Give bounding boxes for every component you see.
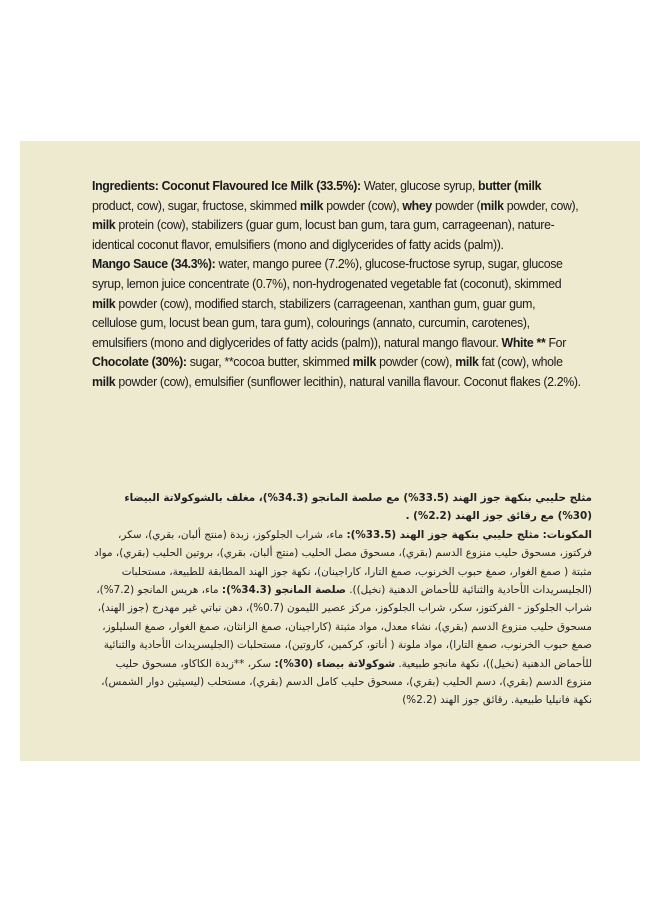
mango-sauce-text: powder (cow), modified starch, stabilizers (carrageenan, xanthan gum, guar gum, cellulose gum, locust bean gum, tara gum), colourings (annato, curcumin, carotenes), emulsifiers (mono and diglycerides of fatty acids (palm)), natural mango flavour. bbox=[92, 296, 536, 350]
chocolate-heading: Chocolate (30%): bbox=[92, 355, 187, 370]
chocolate-text: powder (cow), bbox=[376, 355, 456, 370]
ingredients-text: powder (cow), bbox=[323, 198, 403, 213]
allergen-milk: milk bbox=[299, 198, 324, 213]
for-text: For bbox=[545, 335, 566, 350]
allergen-milk: milk bbox=[92, 296, 116, 311]
mango-sauce-text: water, mango puree (7.2%), glucose-fructose syrup, sugar, glucose syrup, lemon juice concentrate (0.7%), non-hydrogenated vegetable fat (coconut), skimmed bbox=[92, 257, 563, 291]
arabic-components-label: المكونات: bbox=[542, 528, 592, 541]
allergen-milk: milk bbox=[92, 218, 116, 233]
ingredients-text: powder, cow), bbox=[503, 198, 579, 213]
ingredients-text: product, cow), sugar, fructose, skimmed bbox=[92, 198, 300, 213]
chocolate-text: powder (cow), emulsifier (sunflower lecithin), natural vanilla flavour. Coconut flakes (2.2%). bbox=[115, 374, 581, 389]
ingredients-heading: Ingredients: Coconut Flavoured Ice Milk (33.5%): bbox=[92, 179, 361, 193]
chocolate-text: sugar, **cocoa butter, skimmed bbox=[186, 355, 353, 370]
allergen-whey: whey bbox=[402, 198, 432, 213]
white-heading: White ** bbox=[501, 335, 546, 350]
ingredients-text: powder ( bbox=[431, 198, 481, 213]
allergen-milk: milk bbox=[480, 198, 504, 213]
allergen-milk: milk bbox=[455, 355, 479, 370]
ingredients-text: protein (cow), stabilizers (guar gum, locust ban gum, tara gum, carrageenan), nature-identical coconut flavor, emulsifiers (mono and diglycerides of fatty acids (palm)). bbox=[92, 218, 555, 252]
arabic-title-line: مثلج حليبي بنكهة جوز الهند (33.5%) مع صلصة المانجو (34.3%)، مغلف بالشوكولاتة البيضاء (30%) مع رقائق جوز الهند (2.2%) . bbox=[124, 492, 592, 523]
ingredients-text: Water, glucose syrup, bbox=[360, 179, 479, 193]
allergen-butter: butter (milk bbox=[478, 179, 542, 193]
english-ingredients-text bbox=[92, 177, 582, 393]
arabic-chocolate-heading: شوكولاتة بيضاء (30%): bbox=[274, 657, 396, 670]
chocolate-text: fat (cow), whole bbox=[478, 355, 563, 370]
mango-sauce-heading: Mango Sauce (34.3%): bbox=[92, 257, 216, 272]
arabic-mango-heading: صلصة المانجو (34.3%): bbox=[221, 584, 346, 597]
arabic-coconut-heading: مثلج حليبي بنكهة جوز الهند (33.5%): bbox=[346, 528, 540, 541]
arabic-ingredients-text bbox=[90, 489, 592, 710]
allergen-milk: milk bbox=[352, 355, 377, 370]
allergen-milk: milk bbox=[92, 374, 116, 389]
arabic-mango-text: ماء، هريس المانجو (7.2%)، شراب الجلوكوز - الفركتوز، سكر، شراب الجلوكوز، مركز عصير الليمون (0.7%)، دهن نباتي غير مهدرج (جوز الهند)، مسحوق حليب منزوع الدسم (بقري)، نشاء معدل، مواد مثبتة (كاراجينان، صمغ الزانثان، صمغ الغوار، صمغ السليلوز، صمغ حبوب الخرنوب، صمغ التارا)، مواد ملونة ( أناتو، كركمين، كاروتين)، مستحلبات (الجليسريدات الأحادية والثنائية للأحماض الدهنية (نخيل))، نكهة مانجو طبيعية. bbox=[96, 584, 592, 670]
arabic-chocolate-text: سكر، **زبدة الكاكاو، مسحوق حليب منزوع الدسم (بقري)، دسم الحليب (بقري)، مسحوق حليب كامل الدسم (بقري)، مستحلب (ليسيثين دوار الشمس)، نكهة فانيليا طبيعية. رقائق جوز الهند (2.2%) bbox=[101, 657, 592, 707]
ingredients-label-panel bbox=[20, 141, 640, 761]
arabic-coconut-text: ماء، شراب الجلوكوز، زبدة (منتج ألبان، بقري)، سكر، فركتوز، مسحوق حليب منزوع الدسم (بقري)، مسحوق مصل الحليب (منتج ألبان، بقري)، بروتين الحليب (بقري)، مواد مثبتة ( صمغ الغوار، صمغ حبوب الخرنوب، صمغ التارا، كاراجينان)، نكهة جوز الهند المطابقة للطبيعة، مستحلبات (الجليسريدات الأحادية والثنائية للأحماض الدهنية (نخيل)). bbox=[94, 528, 592, 597]
